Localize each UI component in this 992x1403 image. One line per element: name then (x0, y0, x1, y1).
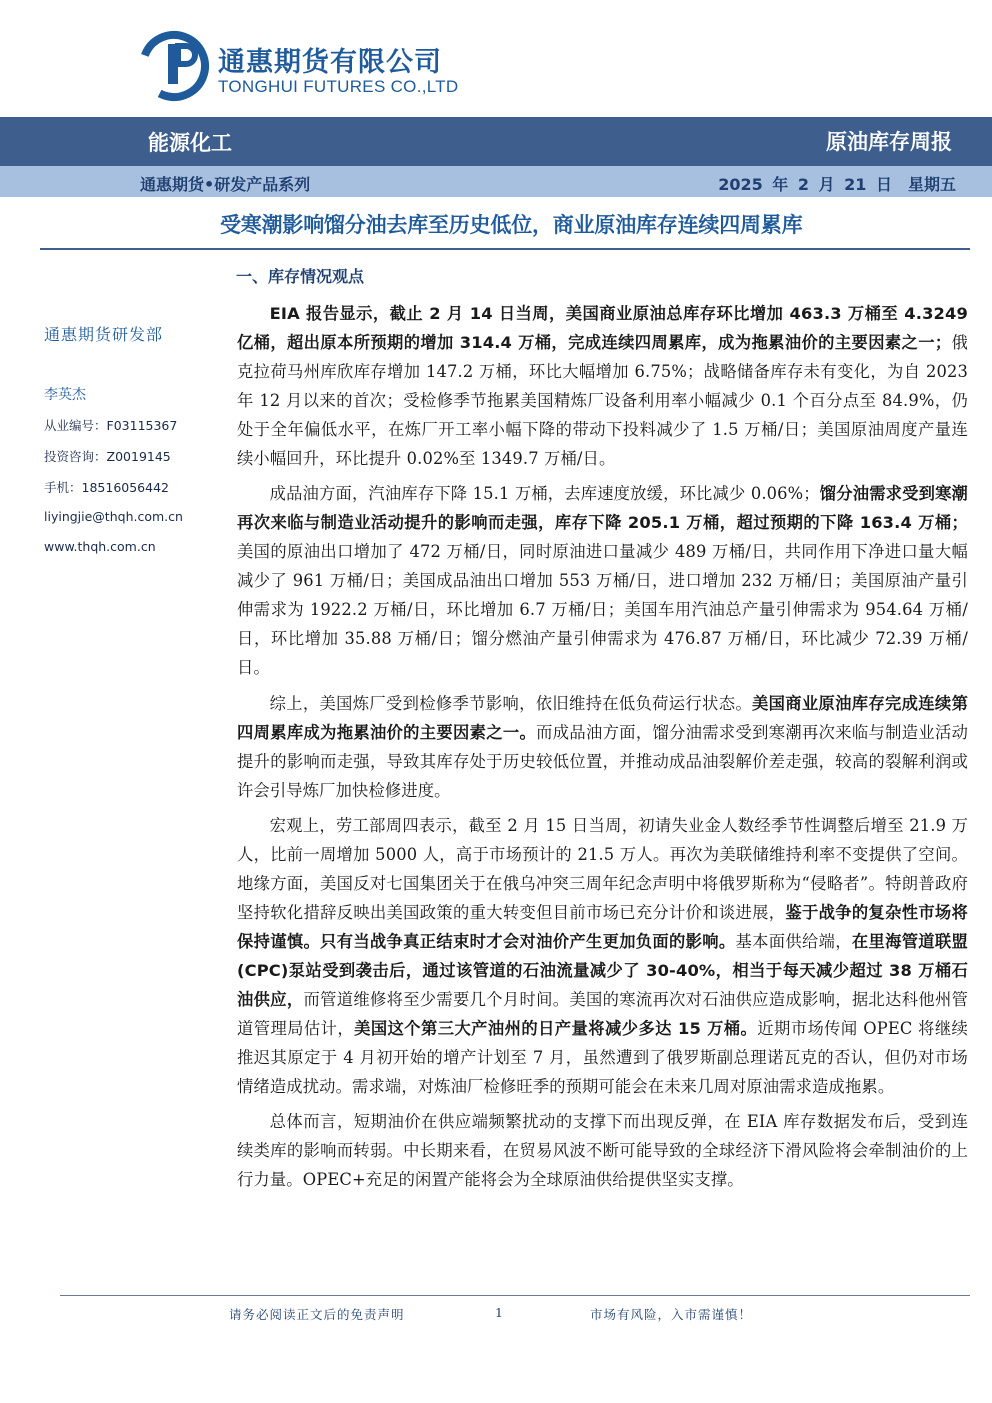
report-headline: 受寒潮影响馏分油去库至历史低位，商业原油库存连续四周累库 (220, 213, 803, 237)
phone-value: 18516056442 (81, 480, 169, 495)
highlight-text: 鉴于战争的复杂性市场将保持谨慎。只有当战争真正结束时才会对油价产生更加负面的影响。 (237, 903, 968, 952)
company-name-en: TONGHUI FUTURES CO.,LTD (218, 77, 459, 96)
paragraph-conclusion: 总体而言，短期油价在供应端频繁扰动的支撑下而出现反弹，在 EIA 库存数据发布后，受到连续类库的影响而转弱。中长期来看，在贸易风波不断可能导致的全球经济下滑风险将会牵制油价的上行力量。OPEC+充足的闲置产能将会为全球原油供给提供坚实支撑。 (237, 1112, 968, 1190)
email-link[interactable]: liyingjie@thqh.com.cn (44, 509, 183, 524)
company-name-cn: 通惠期货有限公司 (218, 47, 442, 78)
report-body (237, 300, 968, 1202)
body-text: 而管道维修将至少需要几个月时间。美国的寒流再次对石油供应造成影响，据北达科他州管道管理局估计， (237, 989, 968, 1038)
analyst-name: 李英杰 (44, 387, 86, 403)
body-text: 基本面供给端， (735, 932, 852, 952)
advisory-value: Z0019145 (106, 449, 171, 464)
report-type-label: 原油库存周报 (826, 130, 952, 154)
advisory-label: 投资咨询： (44, 449, 107, 464)
advisory-number (44, 447, 171, 465)
page-number: 1 (495, 1305, 503, 1320)
section-title: 一、库存情况观点 (236, 267, 365, 286)
disclaimer-note: 请务必阅读正文后的免责声明 (229, 1307, 405, 1322)
phone-label: 手机： (44, 480, 82, 495)
paragraph-macro (237, 812, 968, 1101)
highlight-text: 馏分油需求受到寒潮再次来临与制造业活动提升的影响而走强，库存下降 205.1 万桶，超过预期的下降 163.4 万桶； (237, 484, 968, 533)
highlight-text: 美国这个第三大产油州的日产量将减少多达 15 万桶。 (354, 1018, 758, 1038)
license-value: F03115367 (106, 418, 178, 433)
body-text: 美国的原油出口增加了 472 万桶/日，同时原油进口量减少 489 万桶/日，共同作用下净进口量大幅减少了 961 万桶/日；美国成品油出口增加 553 万桶/日，进口增加 232 万桶/日；美国原油产量引伸需求为 1922.2 万桶/日，环比增加 6.7 万桶/日；美国车用汽油总产量引伸需求为 954.64 万桶/日，环比增加 35.88 万桶/日；馏分燃油产量引伸需求为 476.87 万桶/日，环比减少 72.39 万桶/日。 (237, 542, 968, 677)
paragraph-products (237, 480, 968, 682)
body-text: 近期市场传闻 OPEC 将继续推迟其原定于 4 月初开始的增产计划至 7 月，虽然遭到了俄罗斯副总理诺瓦克的否认，但仍对市场情绪造成扰动。需求端，对炼油厂检修旺季的预期可能会在未来几周对原油需求造成拖累。 (237, 1018, 968, 1096)
report-date: 2025 年 2 月 21 日 星期五 (718, 175, 956, 194)
department-name: 通惠期货研发部 (44, 325, 164, 344)
license-label: 从业编号： (44, 418, 107, 433)
website-link[interactable]: www.thqh.com.cn (44, 539, 156, 554)
paragraph-inventory (237, 300, 968, 473)
body-text: 宏观上，劳工部周四表示，截至 2 月 15 日当周，初请失业金人数经季节性调整后增至 21.9 万人，比前一周增加 5000 人，高于市场预计的 21.5 万人。再次为美联储维持利率不变提供了空间。地缘方面，美国反对七国集团关于在俄乌冲突三周年纪念声明中将俄罗斯称为“侵略者”。特朗普政府坚持软化措辞反映出美国政策的重大转变但目前市场已充分计价和谈进展， (237, 816, 968, 923)
license-number (44, 416, 177, 434)
highlight-text: 在里海管道联盟(CPC)泵站受到袭击后，通过该管道的石油流量减少了 30-40%，相当于每天减少超过 38 万桶石油供应， (237, 932, 968, 1009)
body-text: 而成品油方面，馏分油需求受到寒潮再次来临与制造业活动提升的影响而走强，导致其库存处于历史较低位置，并推动成品油裂解价差走强，较高的裂解利润或许会引导炼厂加快检修进度。 (237, 722, 969, 800)
body-text: 成品油方面，汽油库存下降 15.1 万桶，去库速度放缓，环比减少 0.06%； (269, 484, 820, 504)
body-text: 俄克拉荷马州库欣库存增加 147.2 万桶，环比大幅增加 6.75%；战略储备库存未有变化，为自 2023 年 12 月以来的首次；受检修季节拖累美国精炼厂设备利用率小幅减少 0.1 个百分点至 84.9%，仍处于全年偏低水平，在炼厂开工率小幅下降的带动下投料减少了 1.5 万桶/日；美国原油周度产量连续小幅回升，环比提升 0.02%至 1349.7 万桶/日。 (237, 332, 968, 468)
paragraph-summary (237, 690, 968, 806)
highlight-text: 美国商业原油库存完成连续第四周累库成为拖累油价的主要因素之一。 (237, 693, 969, 742)
body-text: 综上，美国炼厂受到检修季节影响，依旧维持在低负荷运行状态。 (269, 693, 752, 713)
phone-number (44, 478, 169, 496)
risk-warning: 市场有风险，入市需谨慎！ (590, 1307, 753, 1322)
company-logo-icon (138, 30, 210, 102)
sector-label: 能源化工 (148, 131, 232, 155)
footer-divider (60, 1295, 970, 1296)
series-label: 通惠期货•研发产品系列 (140, 175, 311, 194)
highlight-text: EIA 报告显示，截止 2 月 14 日当周，美国商业原油总库存环比增加 463.3 万桶至 4.3249 亿桶，超出原本所预期的增加 314.4 万桶，完成连续四周累库，成为拖累油价的主要因素之一； (237, 304, 968, 352)
headline-divider (40, 248, 970, 250)
